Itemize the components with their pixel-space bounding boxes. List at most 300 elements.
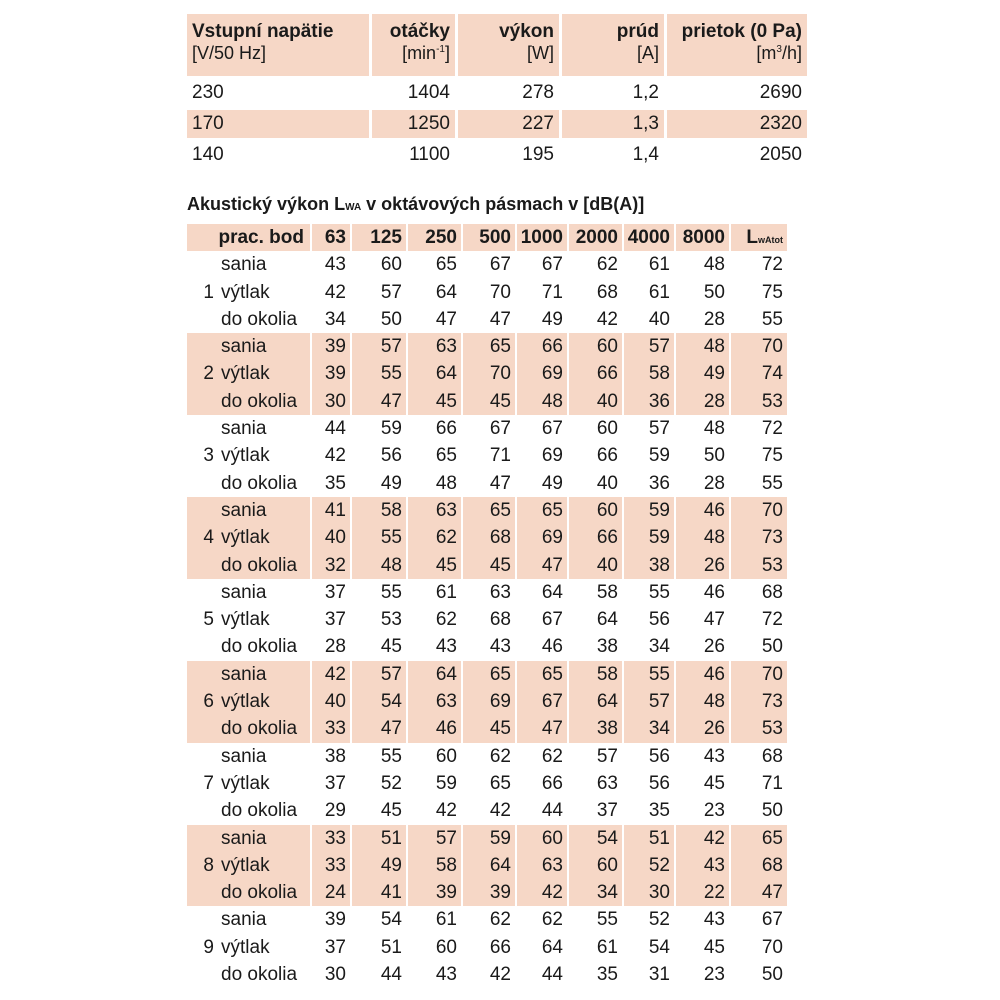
operating-point-number [187, 961, 217, 988]
cell-band-value: 35 [567, 961, 622, 988]
row-label: výtlak [217, 524, 310, 551]
cell-voltage: 170 [187, 110, 369, 138]
operating-point-group [187, 333, 807, 415]
cell-band-value: 26 [674, 552, 729, 579]
cell-band-value: 47 [674, 606, 729, 633]
cell-band-value: 45 [461, 388, 515, 415]
cell-band-value: 28 [674, 470, 729, 497]
cell-band-value: 53 [350, 606, 406, 633]
cell-band-value: 49 [515, 306, 567, 333]
cell-band-value: 68 [461, 606, 515, 633]
acoustic-title: Akustický výkon LWA v oktávových pásmach v [dB(A)] [187, 194, 645, 214]
electrical-table [187, 14, 807, 169]
cell-band-value: 63 [461, 579, 515, 606]
cell-current: 1,4 [559, 141, 664, 169]
cell-band-value: 44 [515, 961, 567, 988]
operating-point-group [187, 251, 807, 333]
cell-band-value: 45 [350, 633, 406, 660]
row-label: výtlak [217, 688, 310, 715]
cell-band-value: 65 [461, 497, 515, 524]
cell-band-value: 64 [515, 934, 567, 961]
operating-point-number [187, 470, 217, 497]
cell-band-value: 59 [622, 524, 674, 551]
cell-current: 1,2 [559, 79, 664, 107]
electrical-row [187, 141, 807, 169]
acoustic-row [187, 388, 807, 415]
cell-band-value: 54 [567, 825, 622, 852]
cell-total: 68 [729, 579, 787, 606]
row-label: výtlak [217, 360, 310, 387]
header-flow [664, 14, 807, 76]
operating-point-number [187, 879, 217, 906]
cell-band-value: 60 [515, 825, 567, 852]
cell-band-value: 57 [622, 333, 674, 360]
cell-total: 53 [729, 552, 787, 579]
acoustic-row [187, 552, 807, 579]
cell-band-value: 45 [406, 552, 461, 579]
cell-band-value: 67 [461, 251, 515, 278]
cell-total: 70 [729, 333, 787, 360]
operating-point-number [187, 497, 217, 524]
row-label: sania [217, 661, 310, 688]
cell-band-value: 59 [622, 497, 674, 524]
cell-current: 1,3 [559, 110, 664, 138]
cell-band-value: 65 [406, 442, 461, 469]
cell-band-value: 38 [567, 715, 622, 742]
cell-band-value: 26 [674, 715, 729, 742]
row-label: do okolia [221, 636, 298, 658]
cell-band-value: 66 [515, 770, 567, 797]
header-flow-title: prietok (0 Pa) [681, 21, 802, 42]
cell-band-value: 69 [515, 360, 567, 387]
row-label: výtlak [221, 445, 270, 467]
cell-power: 227 [455, 110, 559, 138]
cell-band-value: 47 [515, 715, 567, 742]
cell-band-value: 38 [310, 743, 350, 770]
cell-rpm: 1100 [369, 141, 455, 169]
cell-band-value: 49 [674, 360, 729, 387]
cell-band-value: 45 [461, 552, 515, 579]
cell-band-value: 48 [515, 388, 567, 415]
row-label: sania [221, 581, 267, 603]
cell-band-value: 56 [350, 442, 406, 469]
cell-band-value: 62 [515, 906, 567, 933]
row-label: výtlak [221, 609, 270, 631]
cell-band-value: 52 [622, 906, 674, 933]
cell-band-value: 56 [622, 743, 674, 770]
acoustic-row [187, 688, 807, 715]
cell-total: 70 [729, 497, 787, 524]
cell-band-value: 33 [310, 825, 350, 852]
cell-band-value: 43 [310, 251, 350, 278]
cell-band-value: 52 [350, 770, 406, 797]
header-band: 250 [406, 224, 461, 251]
cell-band-value: 57 [350, 279, 406, 306]
cell-band-value: 70 [461, 360, 515, 387]
cell-voltage: 230 [192, 82, 224, 103]
cell-band-value: 68 [461, 524, 515, 551]
cell-total: 71 [729, 770, 787, 797]
cell-band-value: 66 [567, 524, 622, 551]
header-band: 1000 [515, 224, 567, 251]
cell-band-value: 48 [350, 552, 406, 579]
cell-band-value: 57 [350, 333, 406, 360]
cell-band-value: 37 [567, 797, 622, 824]
cell-band-value: 60 [567, 333, 622, 360]
cell-band-value: 64 [567, 606, 622, 633]
acoustic-row [187, 743, 807, 770]
cell-band-value: 65 [515, 661, 567, 688]
cell-band-value: 66 [515, 333, 567, 360]
cell-total: 74 [729, 360, 787, 387]
acoustic-row [187, 906, 807, 933]
header-flow-unit: $[m^3/h]$ [756, 42, 802, 63]
cell-band-value: 51 [622, 825, 674, 852]
header-total: LwAtot [729, 224, 787, 251]
cell-band-value: 42 [310, 661, 350, 688]
cell-band-value: 48 [674, 415, 729, 442]
row-label: do okolia [217, 388, 310, 415]
cell-band-value: 34 [567, 879, 622, 906]
cell-band-value: 68 [567, 279, 622, 306]
row-label: sania [221, 745, 267, 767]
cell-band-value: 48 [674, 333, 729, 360]
operating-point-number [187, 797, 217, 824]
cell-band-value: 35 [310, 470, 350, 497]
cell-band-value: 58 [350, 497, 406, 524]
cell-total: 72 [729, 415, 787, 442]
cell-band-value: 26 [674, 633, 729, 660]
header-power-title: výkon [499, 21, 554, 42]
cell-power: 195 [455, 141, 559, 169]
row-label: výtlak [221, 281, 270, 303]
cell-band-value: 28 [310, 633, 350, 660]
cell-band-value: 52 [622, 852, 674, 879]
cell-band-value: 66 [567, 360, 622, 387]
cell-band-value: 51 [350, 825, 406, 852]
operating-point-number [187, 633, 217, 660]
acoustic-header-row [187, 224, 807, 251]
cell-total: 47 [729, 879, 787, 906]
cell-band-value: 47 [461, 470, 515, 497]
cell-total: 55 [729, 306, 787, 333]
cell-band-value: 29 [310, 797, 350, 824]
cell-band-value: 57 [622, 688, 674, 715]
header-current-unit: [A] [636, 42, 659, 63]
header-band: 125 [350, 224, 406, 251]
cell-total: 75 [729, 442, 787, 469]
cell-band-value: 65 [461, 661, 515, 688]
cell-band-value: 44 [350, 961, 406, 988]
cell-band-value: 28 [674, 306, 729, 333]
operating-point-number [187, 415, 217, 442]
cell-band-value: 63 [406, 333, 461, 360]
cell-band-value: 57 [350, 661, 406, 688]
header-rpm-unit: $[\min^{-1}]$ [402, 42, 450, 63]
operating-point-number [187, 251, 217, 278]
cell-total: 65 [729, 825, 787, 852]
row-label: do okolia [221, 472, 298, 494]
cell-band-value: 28 [674, 388, 729, 415]
cell-band-value: 39 [406, 879, 461, 906]
cell-band-value: 59 [622, 442, 674, 469]
cell-band-value: 58 [622, 360, 674, 387]
acoustic-row [187, 661, 807, 688]
cell-band-value: 61 [567, 934, 622, 961]
cell-band-value: 40 [567, 470, 622, 497]
electrical-row [187, 79, 807, 107]
cell-band-value: 46 [406, 715, 461, 742]
operating-point-group [187, 579, 807, 661]
cell-band-value: 31 [622, 961, 674, 988]
cell-band-value: 59 [350, 415, 406, 442]
cell-band-value: 43 [461, 633, 515, 660]
cell-band-value: 40 [310, 524, 350, 551]
cell-flow: 2320 [664, 110, 807, 138]
cell-total: 67 [729, 906, 787, 933]
cell-band-value: 57 [567, 743, 622, 770]
cell-band-value: 71 [461, 442, 515, 469]
cell-band-value: 65 [461, 333, 515, 360]
cell-band-value: 54 [350, 688, 406, 715]
header-band: 63 [310, 224, 350, 251]
cell-band-value: 55 [622, 661, 674, 688]
operating-point-number: 5 [203, 609, 214, 631]
cell-band-value: 62 [461, 906, 515, 933]
cell-band-value: 65 [515, 497, 567, 524]
cell-band-value: 47 [350, 388, 406, 415]
header-rpm [369, 14, 455, 76]
operating-point-group [187, 825, 807, 907]
cell-band-value: 71 [515, 279, 567, 306]
cell-band-value: 67 [515, 415, 567, 442]
cell-band-value: 51 [350, 934, 406, 961]
cell-band-value: 66 [461, 934, 515, 961]
cell-band-value: 46 [674, 497, 729, 524]
cell-band-value: 37 [310, 934, 350, 961]
cell-total: 53 [729, 715, 787, 742]
header-voltage-title: Vstupní napätie [192, 21, 334, 42]
operating-point-number [187, 661, 217, 688]
cell-band-value: 42 [310, 279, 350, 306]
cell-band-value: 43 [674, 743, 729, 770]
row-label: výtlak [217, 852, 310, 879]
operating-point-number [187, 743, 217, 770]
cell-band-value: 64 [406, 360, 461, 387]
row-label: sania [221, 418, 267, 440]
cell-band-value: 44 [310, 415, 350, 442]
operating-point-number [187, 906, 217, 933]
cell-band-value: 32 [310, 552, 350, 579]
header-current-title: prúd [616, 21, 659, 42]
cell-band-value: 56 [622, 606, 674, 633]
cell-band-value: 60 [567, 497, 622, 524]
cell-band-value: 40 [622, 306, 674, 333]
cell-band-value: 34 [310, 306, 350, 333]
operating-point-number: 7 [203, 772, 214, 794]
cell-total: 53 [729, 388, 787, 415]
cell-band-value: 63 [406, 688, 461, 715]
cell-band-value: 38 [567, 633, 622, 660]
cell-band-value: 61 [622, 251, 674, 278]
cell-band-value: 59 [461, 825, 515, 852]
row-label: do okolia [221, 800, 298, 822]
acoustic-row [187, 825, 807, 852]
electrical-header-row [187, 14, 807, 76]
cell-band-value: 58 [406, 852, 461, 879]
cell-band-value: 47 [515, 552, 567, 579]
cell-total: 68 [729, 743, 787, 770]
cell-band-value: 67 [461, 415, 515, 442]
operating-point-group [187, 415, 807, 497]
cell-band-value: 61 [406, 579, 461, 606]
header-operating-point: prac. bod [187, 224, 310, 251]
cell-band-value: 55 [350, 743, 406, 770]
electrical-row [187, 110, 807, 138]
acoustic-row [187, 934, 807, 961]
header-rpm-title: otáčky [389, 21, 450, 42]
operating-point-group [187, 906, 807, 988]
cell-band-value: 54 [622, 934, 674, 961]
cell-band-value: 39 [310, 360, 350, 387]
cell-band-value: 60 [406, 934, 461, 961]
operating-point-group [187, 743, 807, 825]
cell-band-value: 42 [461, 797, 515, 824]
cell-band-value: 45 [674, 934, 729, 961]
cell-band-value: 62 [567, 251, 622, 278]
cell-band-value: 48 [674, 251, 729, 278]
cell-band-value: 61 [622, 279, 674, 306]
cell-band-value: 50 [674, 442, 729, 469]
row-label: sania [221, 254, 267, 276]
acoustic-row [187, 306, 807, 333]
cell-band-value: 23 [674, 797, 729, 824]
cell-band-value: 55 [350, 524, 406, 551]
cell-band-value: 55 [350, 579, 406, 606]
cell-band-value: 34 [622, 715, 674, 742]
cell-band-value: 43 [674, 852, 729, 879]
acoustic-row [187, 606, 807, 633]
cell-band-value: 63 [567, 770, 622, 797]
acoustic-row [187, 442, 807, 469]
cell-band-value: 57 [622, 415, 674, 442]
cell-band-value: 41 [350, 879, 406, 906]
cell-band-value: 48 [674, 524, 729, 551]
header-voltage-unit: [V/50 Hz] [192, 42, 267, 63]
cell-rpm: 1404 [369, 79, 455, 107]
cell-band-value: 40 [310, 688, 350, 715]
cell-band-value: 35 [622, 797, 674, 824]
header-band: 2000 [567, 224, 622, 251]
cell-total: 75 [729, 279, 787, 306]
acoustic-row [187, 279, 807, 306]
header-voltage [187, 14, 369, 76]
acoustic-row [187, 961, 807, 988]
operating-point-number [187, 715, 217, 742]
acoustic-row [187, 715, 807, 742]
cell-band-value: 50 [350, 306, 406, 333]
acoustic-table [187, 224, 807, 988]
row-label: sania [217, 825, 310, 852]
cell-band-value: 61 [406, 906, 461, 933]
operating-point-number: 9 [203, 936, 214, 958]
cell-band-value: 46 [515, 633, 567, 660]
acoustic-row [187, 852, 807, 879]
acoustic-row [187, 415, 807, 442]
operating-point-number: 4 [187, 524, 217, 551]
cell-band-value: 47 [461, 306, 515, 333]
cell-band-value: 45 [461, 715, 515, 742]
acoustic-row [187, 524, 807, 551]
cell-band-value: 55 [350, 360, 406, 387]
row-label: výtlak [221, 772, 270, 794]
cell-band-value: 60 [350, 251, 406, 278]
cell-power: 278 [455, 79, 559, 107]
cell-total: 73 [729, 524, 787, 551]
cell-band-value: 69 [515, 442, 567, 469]
cell-band-value: 67 [515, 688, 567, 715]
cell-total: 68 [729, 852, 787, 879]
cell-band-value: 62 [406, 524, 461, 551]
cell-band-value: 42 [515, 879, 567, 906]
acoustic-row [187, 333, 807, 360]
cell-band-value: 67 [515, 606, 567, 633]
cell-band-value: 30 [310, 388, 350, 415]
cell-band-value: 37 [310, 579, 350, 606]
cell-band-value: 62 [515, 743, 567, 770]
header-band: 500 [461, 224, 515, 251]
cell-band-value: 46 [674, 661, 729, 688]
cell-band-value: 30 [622, 879, 674, 906]
acoustic-row [187, 579, 807, 606]
row-label: do okolia [221, 964, 298, 986]
row-label: sania [217, 497, 310, 524]
cell-band-value: 33 [310, 852, 350, 879]
cell-band-value: 36 [622, 388, 674, 415]
cell-band-value: 47 [350, 715, 406, 742]
cell-band-value: 49 [350, 852, 406, 879]
cell-band-value: 42 [461, 961, 515, 988]
cell-band-value: 65 [406, 251, 461, 278]
cell-voltage: 140 [192, 144, 224, 165]
cell-band-value: 49 [350, 470, 406, 497]
cell-band-value: 39 [461, 879, 515, 906]
cell-total: 70 [729, 661, 787, 688]
cell-band-value: 41 [310, 497, 350, 524]
operating-point-number: 2 [187, 360, 217, 387]
acoustic-row [187, 470, 807, 497]
cell-band-value: 42 [567, 306, 622, 333]
cell-band-value: 39 [310, 333, 350, 360]
cell-band-value: 64 [567, 688, 622, 715]
cell-band-value: 42 [406, 797, 461, 824]
acoustic-row [187, 879, 807, 906]
header-power-unit: [W] [527, 42, 554, 63]
row-label: sania [217, 333, 310, 360]
cell-band-value: 24 [310, 879, 350, 906]
cell-band-value: 63 [406, 497, 461, 524]
acoustic-row [187, 633, 807, 660]
cell-band-value: 42 [310, 442, 350, 469]
cell-total: 50 [729, 961, 787, 988]
operating-point-group [187, 661, 807, 743]
row-label: do okolia [217, 552, 310, 579]
operating-point-number [187, 388, 217, 415]
cell-band-value: 58 [567, 579, 622, 606]
acoustic-row [187, 797, 807, 824]
cell-band-value: 42 [674, 825, 729, 852]
row-label: do okolia [217, 879, 310, 906]
